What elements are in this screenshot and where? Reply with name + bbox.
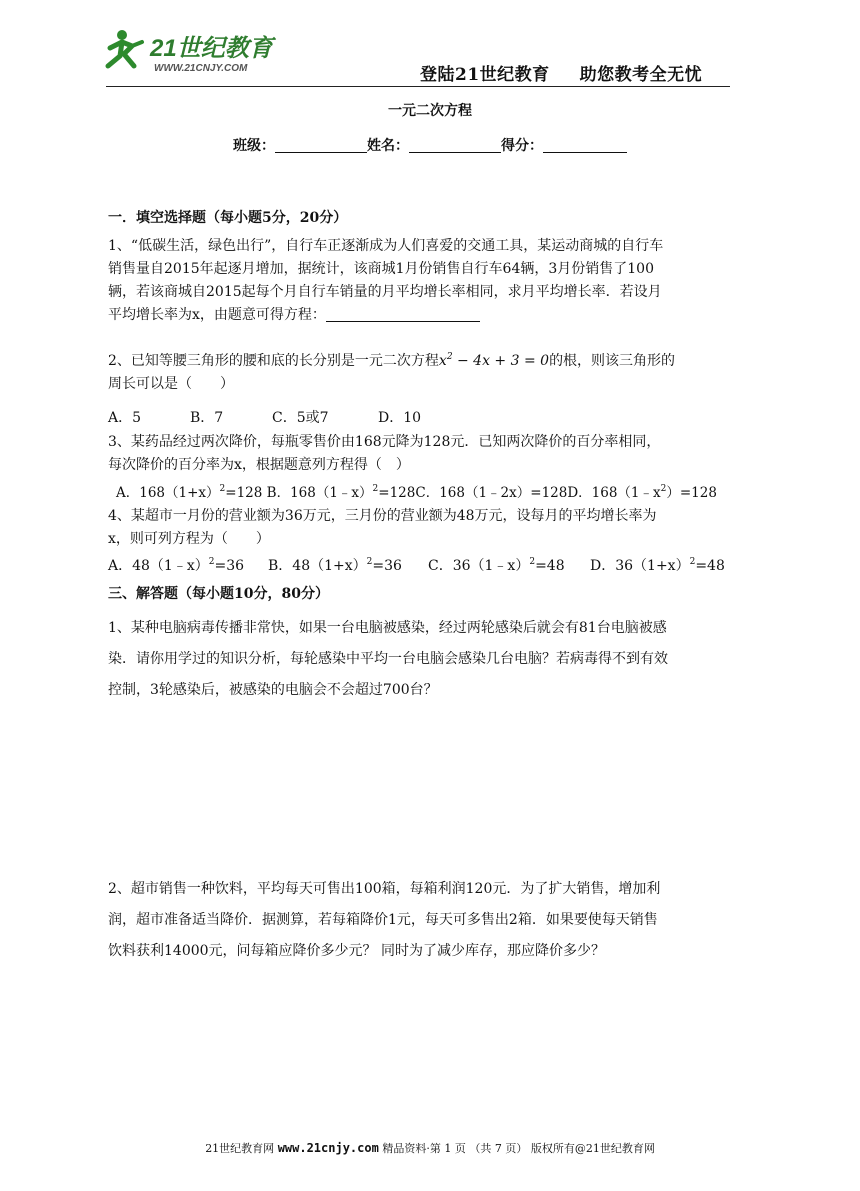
class-label: 班级：	[233, 138, 275, 154]
logo-url: WWW.21CNJY.COM	[154, 63, 248, 74]
q4-line: x，则可列方程为（ ）	[108, 531, 270, 547]
q2-text: 2、已知等腰三角形的腰和底的长分别是一元二次方程	[108, 353, 439, 369]
option-d[interactable]: D．10	[378, 410, 422, 426]
option-d[interactable]	[590, 555, 725, 575]
option-b[interactable]	[268, 555, 428, 575]
opt-text: =128	[225, 485, 263, 501]
eq-rest: − 4x + 3 = 0	[452, 353, 550, 369]
option-b[interactable]	[267, 481, 416, 501]
page-footer	[0, 1140, 860, 1156]
option-c[interactable]: C．5或7	[272, 410, 329, 426]
opt-text: =48	[695, 558, 725, 574]
opt-exponent: 2	[219, 484, 226, 494]
opt-text: =36	[372, 558, 402, 574]
opt-exponent: 2	[208, 557, 215, 567]
opt-text: =36	[214, 558, 245, 574]
q4-line: 4、某超市一月份的营业额为36万元，三月份的营业额为48万元，设每月的平均增长率为	[108, 508, 657, 524]
opt-exponent: 2	[689, 557, 696, 567]
q3-line: 每次降价的百分率为x，根据题意列方程得（ ）	[108, 457, 410, 473]
opt-exponent: 2	[372, 484, 379, 494]
question-3	[108, 431, 768, 477]
opt-text: D．36（1+x）	[590, 558, 690, 574]
opt-exponent: 2	[660, 484, 667, 494]
header-rule	[106, 86, 730, 87]
opt-text: C．36（1﹣x）	[428, 558, 530, 574]
question-2	[108, 350, 768, 396]
opt-text: D．168（1﹣x	[567, 485, 661, 501]
q1-line: 销售量自2015年起逐月增加，据统计，该商城1月份销售自行车64辆，3月份销售了100	[108, 261, 654, 277]
section3-heading: 三、解答题（每小题10分，80分）	[108, 586, 329, 602]
runner-icon	[108, 30, 142, 66]
q1-line: 平均增长率为x，由题意可得方程：	[108, 307, 326, 323]
q1-line: 1、“低碳生活，绿色出行”，自行车正逐渐成为人们喜爱的交通工具，某运动商城的自行车	[108, 238, 664, 254]
footer-site: 21世纪教育网	[205, 1142, 275, 1155]
q2-line1	[108, 350, 768, 373]
q2-text: 的根，则该三角形的	[549, 353, 676, 369]
page-title: 一元二次方程	[388, 103, 472, 119]
problem-1	[108, 617, 768, 710]
slogan-right: 助您教考全无忧	[579, 65, 703, 85]
name-blank[interactable]	[409, 138, 501, 153]
name-label: 姓名：	[367, 138, 409, 154]
p1-line: 控制，3轮感染后，被感染的电脑会不会超过700台？	[108, 682, 438, 698]
option-a[interactable]: A．5	[108, 410, 142, 426]
section1-heading: 一．填空选择题（每小题5分，20分）	[108, 210, 348, 226]
option-b[interactable]: B．7	[190, 410, 224, 426]
q1-answer-blank[interactable]	[326, 307, 480, 322]
p2-line: 润，超市准备适当降价．据测算，若每箱降价1元，每天可多售出2箱．如果要使每天销售	[108, 912, 658, 928]
footer-page-info: 精品资料·第 1 页 （共 7 页） 版权所有@21世纪教育网	[382, 1142, 655, 1155]
opt-text: B．48（1+x）	[268, 558, 367, 574]
eq-exponent: 2	[446, 352, 453, 362]
student-info-row	[0, 135, 860, 155]
q3-line: 3、某药品经过两次降价，每瓶零售价由168元降为128元．已知两次降价的百分率相同，	[108, 434, 661, 450]
option-d[interactable]	[567, 481, 717, 501]
opt-text: =48	[535, 558, 565, 574]
q4-options	[108, 555, 725, 575]
p1-line: 1、某种电脑病毒传播非常快，如果一台电脑被感染，经过两轮感染后就会有81台电脑被感	[108, 620, 667, 636]
score-label: 得分：	[501, 138, 543, 154]
q3-options	[116, 481, 717, 501]
p2-line: 饮料获利14000元，问每箱应降价多少元？ 同时为了减少库存，那应降价多少？	[108, 943, 605, 959]
option-a[interactable]	[116, 481, 262, 501]
opt-text: =128	[378, 485, 416, 501]
p2-line: 2、超市销售一种饮料，平均每天可售出100箱，每箱利润120元．为了扩大销售，增加利	[108, 881, 661, 897]
score-blank[interactable]	[543, 138, 627, 153]
opt-text: A．168（1+x）	[116, 485, 220, 501]
opt-exponent: 2	[529, 557, 536, 567]
class-blank[interactable]	[275, 138, 367, 153]
opt-exponent: 2	[366, 557, 373, 567]
option-c[interactable]	[428, 555, 590, 575]
q2-line2: 周长可以是（ ）	[108, 376, 234, 392]
header-slogan	[420, 60, 702, 85]
opt-text: B．168（1﹣x）	[266, 485, 373, 501]
q1-line: 辆，若该商城自2015起每个月自行车销量的月平均增长率相同，求月平均增长率．若设月	[108, 284, 662, 300]
site-logo	[104, 26, 294, 78]
option-c[interactable]: C．168（1﹣2x）=128	[415, 485, 568, 501]
slogan-left: 登陆21世纪教育	[420, 65, 550, 85]
question-1	[108, 235, 768, 327]
eq-var: x	[438, 353, 447, 369]
p1-line: 染．请你用学过的知识分析，每轮感染中平均一台电脑会感染几台电脑？若病毒得不到有效	[108, 651, 668, 667]
opt-text: A．48（1﹣x）	[108, 558, 209, 574]
option-a[interactable]	[108, 555, 268, 575]
footer-url[interactable]: www.21cnjy.com	[277, 1141, 379, 1155]
q2-options	[108, 407, 421, 427]
opt-text: ）=128	[666, 485, 717, 501]
question-4	[108, 505, 768, 551]
logo-text: 21世纪教育	[150, 35, 273, 62]
q1-last-line	[108, 304, 768, 327]
problem-2	[108, 878, 768, 971]
q2-equation	[439, 353, 549, 369]
